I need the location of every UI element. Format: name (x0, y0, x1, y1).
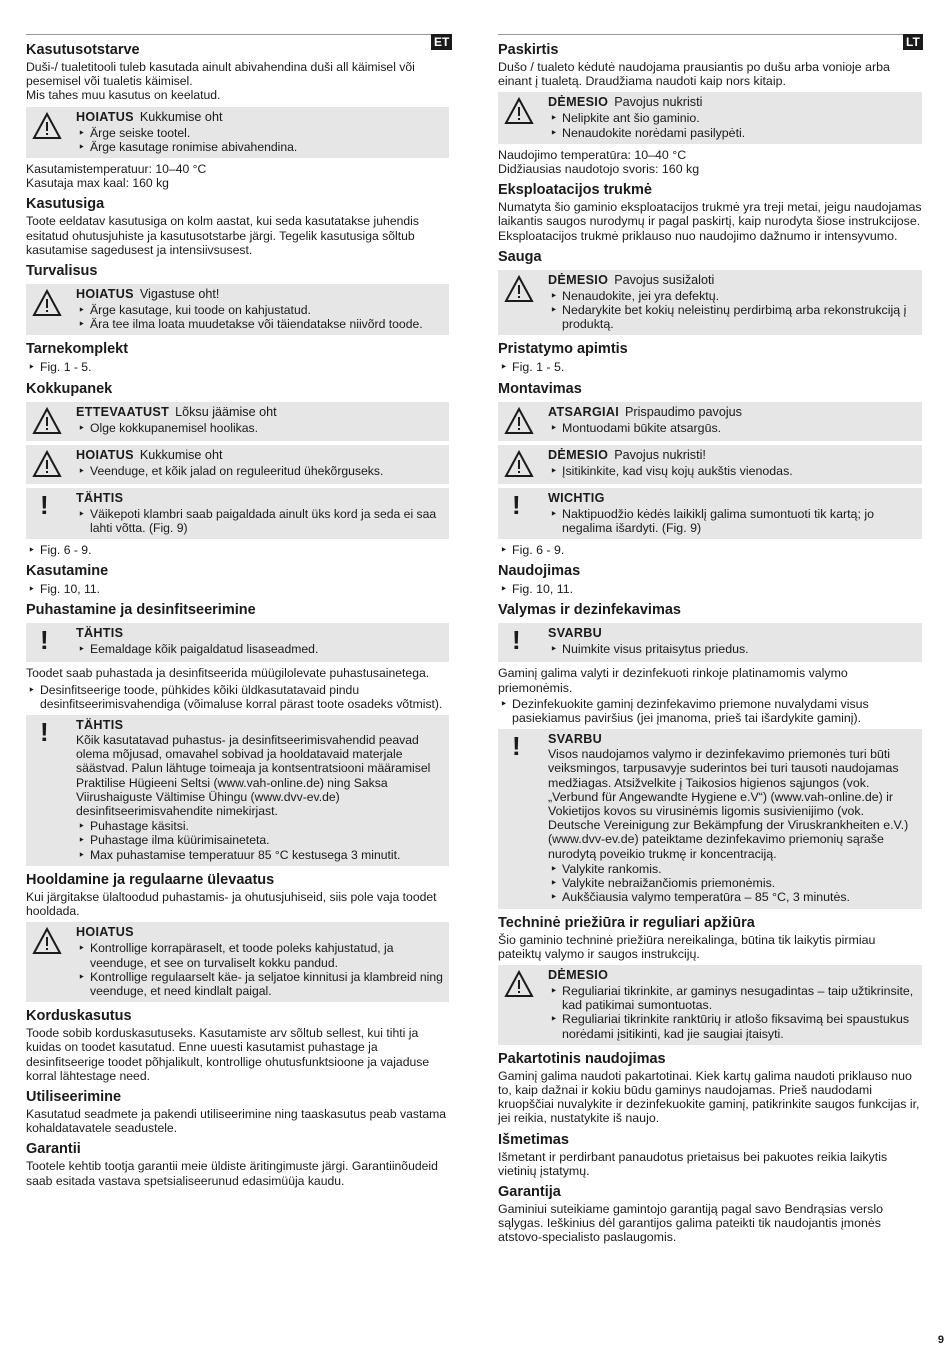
list-item: ‣ Reguliariai tikrinkite, ar gaminys nesugadintas – taip užtikrinsite, kad patikimai sumontuotas. (548, 984, 916, 1012)
list-item: ‣ Max puhastamise temperatuur 85 °C kestusega 3 minutit. (76, 848, 443, 862)
list-item: ‣ Veenduge, et kõik jalad on reguleeritud ühekõrguseks. (76, 464, 443, 478)
notice-box (26, 488, 449, 539)
caution-label: ETTEVAATUST (76, 404, 170, 419)
page-number: 9 (937, 1334, 944, 1346)
warning-subtitle: Vigastuse oht! (139, 287, 220, 302)
list-item: ‣ Eemaldage kõik paigaldatud lisaseadmed. (76, 642, 443, 656)
list-item: ‣ Fig. 6 - 9. (498, 543, 922, 557)
notice-box (26, 715, 449, 866)
notice-box (498, 729, 922, 908)
list-item: ‣ Ärge kasutage ronimise abivahendina. (76, 140, 443, 154)
paragraph: Kui järgitakse ülaltoodud puhastamis- ja ohutusjuhiseid, siis pole vaja toodet hooldada. (26, 889, 437, 919)
warning-triangle-icon (504, 450, 534, 478)
warning-box (26, 284, 449, 335)
warning-triangle-icon (504, 970, 534, 998)
warning-triangle-icon (32, 112, 62, 140)
caution-subtitle: Lõksu jäämise oht (175, 404, 277, 419)
exclamation-icon: ! (512, 731, 521, 762)
paragraph: Išmetant ir perdirbant panaudotus prietaisus bei pakuotes reikia laikytis vietinių įstatymų. (498, 1149, 888, 1178)
paragraph: Gaminį galima valyti ir dezinfekuoti rinkoje platinamomis valymo priemonėmis. (498, 666, 848, 695)
list-item: ‣ Reguliariai tikrinkite ranktūrių ir atlošo fiksavimą bei spaustukus norėdami įsitikinti, kad jie saugiai įtaisyti. (548, 1012, 916, 1040)
paragraph: Kasutamistemperatuur: 10–40 °C (26, 162, 207, 177)
notice-text: Kõik kasutatavad puhastus- ja desinfitseerimisvahendid peavad olema mõjusad, omavahel sobivad ja hooldatavaid materjale säästvad. Palun lähtuge toimeaja ja kontsentratsiooni määramisel Praktilise Hügieeni Seltsi (www.vah-online.de) ning Saksa Viirushaiguste Vältimise Ühingu (www.dvv-ev.de) desinfitseerimisvahendite nimekirjast. (76, 733, 431, 819)
warning-subtitle: Pavojus nukristi (614, 95, 703, 110)
paragraph: Numatyta šio gaminio eksploatacijos trukmė yra treji metai, jeigu naudojamas laikantis saugos nurodymų ir pagal paskirtį, kaip nurodyta šiose instrukcijose. Eksploatacijos trukmė priklauso nuo naudojimo dažnumo ir intensyvumo. (498, 200, 922, 243)
section-title: Garantija (498, 1183, 561, 1200)
caution-box (498, 402, 922, 441)
paragraph: Naudojimo temperatūra: 10–40 °C (498, 147, 687, 162)
lang-badge-et: ET (431, 34, 452, 50)
paragraph: Mis tahes muu kasutus on keelatud. (26, 88, 221, 103)
section-title: Hooldamine ja regulaarne ülevaatus (26, 871, 275, 888)
caution-subtitle: Prispaudimo pavojus (625, 404, 742, 419)
warning-subtitle: Pavojus nukristi! (614, 447, 706, 462)
section-title: Kasutusiga (26, 196, 105, 213)
notice-label: SVARBU (548, 732, 603, 747)
paragraph: Toode sobib korduskasutuseks. Kasutamiste arv sõltub sellest, kui tihti ja kuidas on toodet kasutatud. Enne uuesti kasutamist puhastage ja desinfitseerige toodet põhjalikult, kontrollige ohutusfunktsioone ja vajaduse korral lähtestage need. (26, 1026, 430, 1083)
warning-label: HOIATUS (76, 109, 134, 124)
paragraph: Duši-/ tualetitooli tuleb kasutada ainult abivahendina duši all käimisel või pesemisel või tualetis käimisel. (26, 60, 415, 89)
list-item: ‣ Nuimkite visus pritaisytus priedus. (548, 642, 916, 656)
warning-triangle-icon (504, 275, 534, 303)
section-title: Pristatymo apimtis (498, 341, 628, 358)
notice-label: TÄHTIS (76, 490, 124, 505)
lang-badge-lt: LT (903, 34, 923, 50)
paragraph: Toodet saab puhastada ja desinfitseerida müügilolevate puhastusainetega. (26, 666, 430, 681)
section-title: Montavimas (498, 380, 582, 397)
section-title: Techninė priežiūra ir reguliari apžiūra (498, 914, 755, 931)
column-lt (498, 34, 922, 1245)
warning-label: DĖMESIO (548, 967, 609, 982)
paragraph: Dušo / tualeto kėdutė naudojama prausiantis po dušu arba vonioje arba einant į tualetą. Draudžiama naudoti kaip nors kitaip. (498, 60, 890, 89)
column-et (26, 34, 449, 1188)
warning-label: DĖMESIO (548, 95, 609, 110)
warning-triangle-icon (32, 450, 62, 478)
section-title: Pakartotinis naudojimas (498, 1050, 666, 1067)
notice-box (26, 623, 449, 662)
list-item: ‣ Naktipuodžio kėdės laikiklį galima sumontuoti tik kartą; jo negalima išardyti. (Fig. 9) (548, 507, 916, 535)
section-title: Sauga (498, 248, 542, 265)
warning-subtitle: Kukkumise oht (139, 109, 223, 124)
caution-box (26, 402, 449, 441)
warning-box (498, 270, 922, 336)
exclamation-icon: ! (40, 489, 49, 520)
list-item: ‣ Fig. 1 - 5. (498, 360, 922, 374)
warning-label: DĖMESIO (548, 272, 609, 287)
warning-triangle-icon (504, 97, 534, 125)
paragraph: Didžiausias naudotojo svoris: 160 kg (498, 162, 700, 177)
notice-label: TÄHTIS (76, 718, 124, 733)
list-item: ‣ Ärge seiske tootel. (76, 126, 443, 140)
exclamation-icon: ! (40, 717, 49, 748)
list-item: ‣ Dezinfekuokite gaminį dezinfekavimo priemone nuvalydami visus pasiekiamus paviršius (jei įmanoma, prieš tai išardykite gaminį). (498, 697, 922, 725)
warning-label: HOIATUS (76, 447, 134, 462)
list-item: ‣ Fig. 10, 11. (26, 582, 449, 596)
list-item: ‣ Väikepoti klambri saab paigaldada ainult üks kord ja seda ei saa lahti võtta. (Fig. 9) (76, 507, 443, 535)
warning-triangle-icon (32, 927, 62, 955)
section-title: Eksploatacijos trukmė (498, 182, 652, 199)
section-title: Naudojimas (498, 563, 581, 580)
list-item: ‣ Olge kokkupanemisel hoolikas. (76, 421, 443, 435)
section-title: Išmetimas (498, 1131, 569, 1148)
list-item: ‣ Nelipkite ant šio gaminio. (548, 111, 916, 125)
warning-label: HOIATUS (76, 287, 134, 302)
warning-box (498, 445, 922, 484)
warning-triangle-icon (32, 289, 62, 317)
list-item: ‣ Nedarykite bet kokių neleistinų perdirbimą arba rekonstrukciją į produktą. (548, 303, 916, 331)
list-item: ‣ Įsitikinkite, kad visų kojų aukštis vienodas. (548, 464, 916, 478)
list-item: ‣ Ära tee ilma loata muudetakse või täiendatakse niivõrd toode. (76, 317, 443, 331)
paragraph: Šio gaminio techninė priežiūra nereikalinga, būtina tik laikytis pirmiau pateiktų valymo ir saugos instrukcijų. (498, 932, 876, 961)
notice-label: SVARBU (548, 626, 603, 641)
notice-label: WICHTIG (548, 490, 605, 505)
list-item: ‣ Montuodami būkite atsargūs. (548, 421, 916, 435)
list-item: ‣ Kontrollige regulaarselt käe- ja seljatoe kinnitusi ja klambreid ning veenduge, et need kindlalt paigal. (76, 970, 443, 998)
section-title: Kasutusotstarve (26, 42, 140, 58)
list-item: ‣ Valykite rankomis. (548, 862, 916, 876)
list-item: ‣ Desinfitseerige toode, pühkides kõiki üldkasutatavaid pindu desinfitseerimisvahendiga (võimaluse korral pärast toote osadeks võtmist). (26, 683, 449, 711)
notice-text: Visos naudojamos valymo ir dezinfekavimo priemonės turi būti veiksmingos, tarpusavyje suderintos bei turi tausoti naudojamas medžiagas. Atsižvelkite į Taikosios higienos sąjungos (vok. „Verbund für Angewandte Hygiene e.V“) (www.vah-online.de) ir Vokietijos kovos su virusinėmis ligomis susivienijimo (vok. Deutsche Vereinigung zur Bekämpfung der Viruskrankheiten e.V.) (www.dvv-ev.de) pateiktame dezinfekavimo priemonių sąraše nurodytą poveikio trukmę ir koncentraciją. (548, 747, 909, 861)
section-title: Valymas ir dezinfekavimas (498, 602, 681, 619)
list-item: ‣ Kontrollige korrapäraselt, et toode poleks kahjustatud, ja veenduge, et see on turvaliselt kokku pandud. (76, 941, 443, 969)
section-title: Kokkupanek (26, 380, 113, 397)
list-item: ‣ Fig. 6 - 9. (26, 543, 449, 557)
exclamation-icon: ! (40, 625, 49, 656)
section-title: Kasutamine (26, 563, 109, 580)
notice-label: TÄHTIS (76, 626, 124, 641)
list-item: ‣ Puhastage ilma küürimisaineteta. (76, 833, 443, 847)
warning-subtitle: Pavojus susižaloti (614, 272, 715, 287)
section-title: Korduskasutus (26, 1008, 132, 1025)
section-title: Garantii (26, 1141, 81, 1158)
warning-box (26, 922, 449, 1002)
warning-triangle-icon (32, 407, 62, 435)
paragraph: Tootele kehtib tootja garantii meie üldiste äritingimuste järgi. Garantiinõudeid saab esitada vastava spetsialiseerunud edasimüüja kaudu. (26, 1159, 438, 1188)
section-title: Puhastamine ja desinfitseerimine (26, 602, 256, 619)
warning-box (26, 107, 449, 158)
list-item: ‣ Nenaudokite, jei yra defektų. (548, 289, 916, 303)
warning-subtitle: Kukkumise oht (139, 447, 223, 462)
section-title: Paskirtis (498, 42, 559, 58)
caution-label: ATSARGIAI (548, 404, 620, 419)
paragraph: Toote eeldatav kasutusiga on kolm aastat, kui seda kasutatakse juhendis esitatud ohutusjuhiste ja kasutusotstarbe järgi. Tegelik kasutusiga sõltub kasutamise sagedusest ja intensiivsusest. (26, 214, 419, 257)
list-item: ‣ Ärge kasutage, kui toode on kahjustatud. (76, 303, 443, 317)
warning-triangle-icon (504, 407, 534, 435)
paragraph: Gaminį galima naudoti pakartotinai. Kiek kartų galima naudoti priklauso nuo to, kaip dažnai ir kokiu būdu gaminys naudojamas. Prieš naudodami kruopščiai nuvalykite ir dezinfekuokite gaminį, patikrinkite saugos funkcijas ir, jei reikia, nustatykite iš naujo. (498, 1068, 920, 1126)
list-item: ‣ Fig. 1 - 5. (26, 360, 449, 374)
warning-box (498, 92, 922, 143)
notice-box (498, 623, 922, 662)
list-item: ‣ Nenaudokite norėdami pasilypėti. (548, 126, 916, 140)
paragraph: Kasutatud seadmete ja pakendi utiliseerimine ning taaskasutus peab vastama kohaldatavatele seadustele. (26, 1106, 447, 1136)
warning-label: HOIATUS (76, 925, 134, 940)
section-title: Utiliseerimine (26, 1088, 122, 1105)
warning-box (26, 445, 449, 484)
paragraph: Kasutaja max kaal: 160 kg (26, 176, 169, 191)
exclamation-icon: ! (512, 489, 521, 520)
list-item: ‣ Valykite nebraižančiomis priemonėmis. (548, 876, 916, 890)
list-item: ‣ Aukščiausia valymo temperatūra – 85 °C, 3 minutės. (548, 890, 916, 904)
list-item: ‣ Puhastage käsitsi. (76, 819, 443, 833)
warning-box (498, 965, 922, 1045)
paragraph: Gaminiui suteikiame gamintojo garantiją pagal savo Bendrąsias verslo sąlygas. Ieškinius dėl garantijos galima pateikti tik naudojantis įmonės atstovo-specialisto paslaugomis. (498, 1201, 883, 1245)
section-title: Turvalisus (26, 263, 98, 280)
list-item: ‣ Fig. 10, 11. (498, 582, 922, 596)
section-title: Tarnekomplekt (26, 341, 129, 358)
exclamation-icon: ! (512, 625, 521, 656)
warning-label: DĖMESIO (548, 447, 609, 462)
notice-box (498, 488, 922, 539)
